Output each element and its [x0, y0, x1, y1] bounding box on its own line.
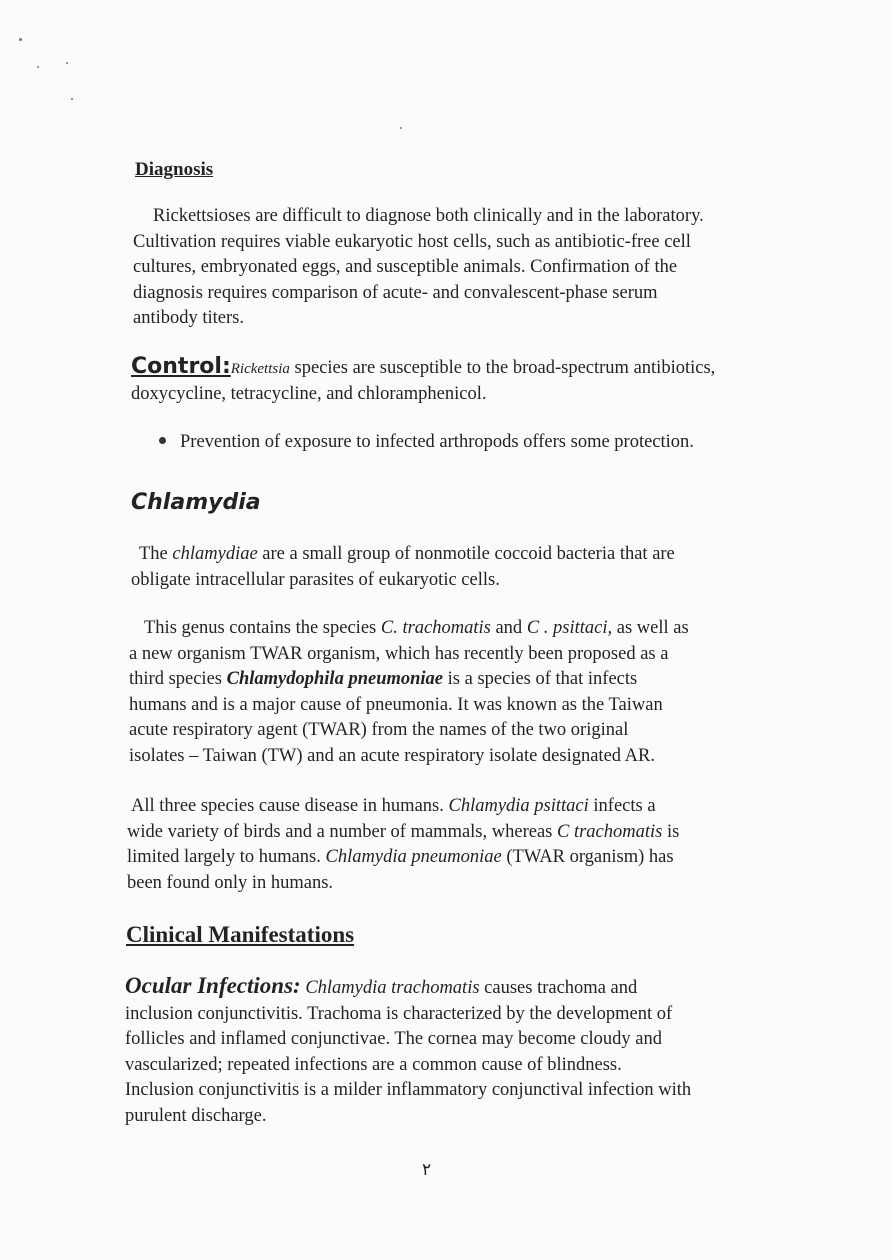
text: is	[662, 821, 680, 842]
bullet-icon	[159, 437, 166, 444]
page-number: ٢	[422, 1160, 432, 1179]
clinical-line: follicles and inflamed conjunctivae. The cornea may become cloudy and	[125, 1029, 662, 1049]
scan-speck	[66, 62, 68, 64]
text: limited largely to humans.	[127, 847, 326, 867]
text-italic: C . psittaci,	[526, 618, 613, 638]
text: as well as	[612, 618, 689, 638]
text: (TWAR organism) has	[501, 847, 674, 867]
text-italic: C trachomatis	[557, 821, 663, 842]
control-line-1	[131, 354, 771, 383]
control-bullet-item	[159, 430, 694, 456]
diagnosis-paragraph	[133, 204, 773, 332]
p3-line	[127, 845, 777, 871]
text: This genus contains the species	[144, 618, 381, 638]
chlamydia-heading: Chlamydia	[131, 490, 261, 515]
p3-line: been found only in humans.	[127, 872, 334, 893]
text: and	[490, 618, 527, 638]
p3-line	[127, 820, 777, 846]
p2-line: isolates – Taiwan (TW) and an acute respiratory isolate designated AR.	[129, 745, 655, 766]
clinical-paragraph	[125, 973, 775, 1129]
diagnosis-heading: Diagnosis	[135, 159, 214, 180]
chlamydia-p1-line-2: obligate intracellular parasites of eukaryotic cells.	[131, 570, 500, 590]
p2-line: acute respiratory agent (TWAR) from the names of the two original	[129, 720, 629, 740]
bullet-text: Prevention of exposure to infected arthropods offers some protection.	[180, 432, 694, 452]
text-italic: C. trachomatis	[380, 618, 491, 638]
text: The	[139, 544, 173, 564]
clinical-line: purulent discharge.	[125, 1105, 267, 1126]
clinical-line: Inclusion conjunctivitis is a milder inflammatory conjunctival infection with	[125, 1080, 692, 1100]
clinical-line: inclusion conjunctivitis. Trachoma is characterized by the development of	[125, 1003, 673, 1024]
control-label: Control:	[131, 354, 231, 379]
text: third species	[129, 669, 227, 689]
text: All three species cause disease in humans.	[131, 796, 449, 816]
scan-speck	[37, 66, 39, 68]
scan-speck	[19, 38, 22, 41]
text-italic: Chlamydia trachomatis	[300, 978, 480, 998]
p2-line: humans and is a major cause of pneumonia. It was known as the Taiwan	[129, 694, 663, 715]
control-species: Rickettsia	[230, 361, 290, 377]
text-italic: chlamydiae	[172, 544, 258, 564]
text: infects a	[588, 796, 656, 816]
chlamydia-p3	[127, 794, 777, 896]
clinical-heading: Clinical Manifestations	[126, 922, 355, 947]
text-bold-italic: Chlamydophila pneumoniae	[226, 669, 444, 689]
diagnosis-line: Rickettsioses are difficult to diagnose both clinically and in the laboratory.	[153, 206, 704, 226]
p2-line: a new organism TWAR organism, which has recently been proposed as a	[129, 643, 669, 664]
diagnosis-line: diagnosis requires comparison of acute- and convalescent-phase serum	[133, 282, 658, 303]
chlamydia-p1-line-1	[131, 542, 675, 568]
text-italic: Chlamydia pneumoniae	[325, 847, 502, 867]
p3-line	[127, 794, 777, 820]
diagnosis-line: Cultivation requires viable eukaryotic host cells, such as antibiotic-free cell	[133, 231, 691, 252]
chlamydia-p2	[129, 616, 779, 769]
control-line-2: doxycycline, tetracycline, and chloramphenicol.	[131, 384, 487, 404]
scan-speck	[400, 127, 402, 129]
scan-speck	[71, 98, 73, 100]
text-italic: Chlamydia psittaci	[448, 796, 589, 816]
diagnosis-line: antibody titers.	[133, 308, 244, 328]
text: causes trachoma and	[479, 978, 638, 998]
text: wide variety of birds and a number of mammals, whereas	[127, 821, 557, 842]
text: are a small group of nonmotile coccoid bacteria that are	[257, 544, 675, 564]
text: is a species of that infects	[443, 669, 638, 689]
ocular-infections-label: Ocular Infections:	[125, 973, 301, 998]
control-text: species are susceptible to the broad-spectrum antibiotics,	[289, 358, 716, 378]
p2-line	[129, 667, 779, 693]
diagnosis-line: cultures, embryonated eggs, and susceptible animals. Confirmation of the	[133, 257, 678, 277]
clinical-line	[125, 973, 775, 1002]
clinical-line: vascularized; repeated infections are a common cause of blindness.	[125, 1054, 622, 1075]
p2-line	[129, 616, 779, 642]
